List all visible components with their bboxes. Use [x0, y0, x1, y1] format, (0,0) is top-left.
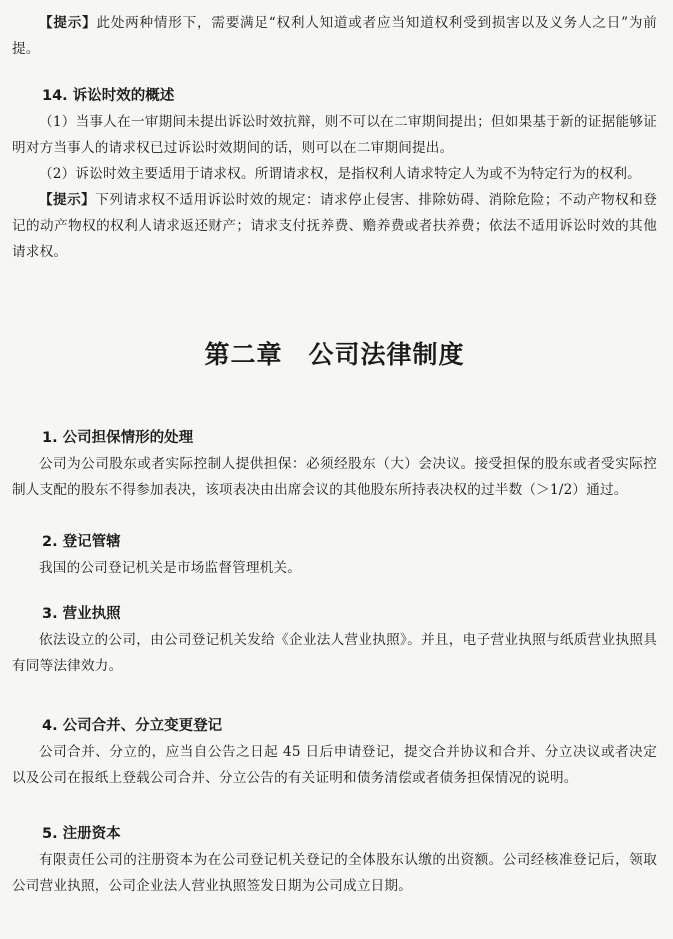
section-4-body: 公司合并、分立的，应当自公告之日起 45 日后申请登记，提交合并协议和合并、分立决议或者决定以及公司在报纸上登载公司合并、分立公告的有关证明和债务清偿或者债务担保情况的说明。 [12, 744, 657, 786]
tip-label: 【提示】 [39, 192, 96, 208]
section-14-heading: 14. 诉讼时效的概述 [42, 88, 175, 104]
section-5-body: 有限责任公司的注册资本为在公司登记机关登记的全体股东认缴的出资额。公司经核准登记后，领取公司营业执照，公司企业法人营业执照签发日期为公司成立日期。 [12, 852, 657, 894]
section-14-para-2: （2）诉讼时效主要适用于请求权。所谓请求权，是指权利人请求特定人为或不为特定行为的权利。 [39, 166, 641, 182]
tip-label: 【提示】 [39, 15, 97, 31]
tip-text: 下列请求权不适用诉讼时效的规定：请求停止侵害、排除妨碍、消除危险；不动产物权和登记的动产物权的权利人请求返还财产；请求支付抚养费、赡养费或者扶养费；依法不适用诉讼时效的其他请求权。 [12, 192, 657, 260]
section-5-heading: 5. 注册资本 [42, 826, 121, 842]
section-1-heading: 1. 公司担保情形的处理 [42, 430, 194, 446]
section-14-tip [12, 187, 657, 265]
section-4-heading: 4. 公司合并、分立变更登记 [42, 718, 223, 734]
section-2-heading: 2. 登记管辖 [42, 534, 121, 550]
tip-text: 此处两种情形下，需要满足“权利人知道或者应当知道权利受到损害以及义务人之日”为前提。 [12, 15, 657, 57]
section-2-body: 我国的公司登记机关是市场监督管理机关。 [39, 560, 302, 576]
section-3-heading: 3. 营业执照 [42, 606, 121, 622]
section-14-para-1: （1）当事人在一审期间未提出诉讼时效抗辩，则不可以在二审期间提出；但如果基于新的证据能够证明对方当事人的请求权已过诉讼时效期间的话，则可以在二审期间提出。 [12, 114, 657, 156]
intro-tip [12, 10, 657, 62]
section-1-body: 公司为公司股东或者实际控制人提供担保：必须经股东（大）会决议。接受担保的股东或者受实际控制人支配的股东不得参加表决，该项表决由出席会议的其他股东所持表决权的过半数（＞1/2）通过。 [12, 456, 657, 498]
section-3-body: 依法设立的公司，由公司登记机关发给《企业法人营业执照》。并且，电子营业执照与纸质营业执照具有同等法律效力。 [12, 632, 657, 674]
chapter-title: 第二章 公司法律制度 [204, 340, 465, 369]
